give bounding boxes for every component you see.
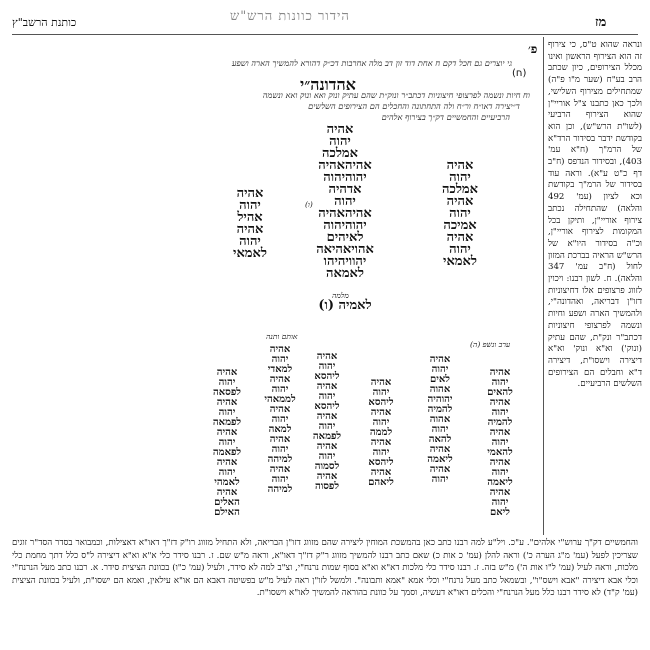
name-word: אהיה bbox=[326, 122, 354, 137]
name-word: אהיה bbox=[489, 487, 511, 498]
name-word: ליאהם bbox=[368, 477, 394, 488]
name-word: אהיה bbox=[489, 457, 511, 468]
name-word: יהוה bbox=[318, 451, 336, 462]
name-word: יהוה bbox=[218, 407, 236, 418]
name-word: אהיה bbox=[370, 407, 392, 418]
name-word: אהיה bbox=[316, 351, 338, 362]
name-word: לפמאה bbox=[312, 431, 342, 442]
label-left-lower: אותם ותנה bbox=[266, 332, 298, 341]
name-word: ליאמה bbox=[427, 454, 453, 465]
name-word: יהוה bbox=[271, 354, 289, 365]
name-word: אהיה bbox=[429, 444, 451, 455]
center-top-column bbox=[300, 124, 380, 160]
name-word: אהיה bbox=[269, 434, 291, 445]
lower-column-3 bbox=[352, 378, 410, 488]
name-word: לפמאה bbox=[212, 417, 242, 428]
name-word: אדהיה bbox=[328, 182, 362, 197]
handwritten-line-1: גי יוצרים גם חכל דקם ח אחת דוד זון דב מלה אחרבות דכ״ק דהורא להמשיך הארה ושפע bbox=[231, 58, 512, 68]
name-word: יהוה bbox=[372, 447, 390, 458]
name-word: אהיה bbox=[429, 354, 451, 365]
page-number: מז bbox=[595, 15, 607, 30]
handwritten-line-3: ד״יצירה דאו״ח ור״ח ולה התחתונה והחכלים הם הצירופים השלשים bbox=[308, 101, 520, 111]
name-word: ליהסא bbox=[368, 457, 394, 468]
name-word: לממה bbox=[369, 427, 393, 438]
name-word: יהוה bbox=[271, 414, 289, 425]
name-word: למיהה bbox=[267, 454, 293, 465]
name-word: למאדי bbox=[267, 364, 293, 375]
lower-column-5 bbox=[256, 345, 304, 495]
name-word: יהוה bbox=[491, 377, 509, 388]
name-word: יהוה bbox=[334, 194, 356, 209]
name-word: אהיה bbox=[269, 404, 291, 415]
name-word: אמלכה bbox=[442, 182, 478, 197]
name-word: אהיה bbox=[446, 194, 474, 209]
column-divider bbox=[543, 37, 544, 535]
name-word: יהוה bbox=[491, 467, 509, 478]
name-word: אהיה bbox=[370, 437, 392, 448]
name-word: אמלכה bbox=[322, 146, 358, 161]
name-word: אהוה bbox=[429, 414, 451, 425]
handwritten-line-2: וח חיות ונשמה לפרצופי חיצוניות דכתב״ר ונוק״ת שהם עתיק ונוק ואא ונוק ואא ונשמה bbox=[262, 90, 530, 100]
name-word: לפסוה bbox=[314, 481, 340, 492]
name-word: אהיה bbox=[489, 427, 511, 438]
name-word: ליהסא bbox=[314, 401, 340, 412]
name-word: יהוה bbox=[218, 437, 236, 448]
name-word: אהיה bbox=[370, 467, 392, 478]
name-word: לממאהי bbox=[264, 394, 296, 405]
name-word: אהיה bbox=[236, 186, 264, 201]
lower-column-2 bbox=[410, 355, 470, 485]
name-word: יהוה bbox=[449, 206, 471, 221]
name-word: יהוה bbox=[431, 474, 449, 485]
name-word: למיהה bbox=[267, 484, 293, 495]
name-word: אהיה bbox=[216, 457, 238, 468]
name-word: אהיה bbox=[446, 230, 474, 245]
name-word: יהוה bbox=[271, 444, 289, 455]
right-top-column bbox=[410, 160, 510, 268]
name-word: אהיה bbox=[316, 471, 338, 482]
name-word: אהיה bbox=[446, 158, 474, 173]
name-word: האילם bbox=[214, 507, 240, 518]
middle-top-column bbox=[290, 160, 400, 280]
name-word: אהיה bbox=[236, 222, 264, 237]
name-word: אהיה bbox=[316, 411, 338, 422]
name-word: יהוה bbox=[218, 467, 236, 478]
name-word: יהוהיהוה bbox=[323, 218, 367, 233]
name-word: לאיהים bbox=[326, 230, 364, 245]
name-word: לאמהי bbox=[214, 477, 240, 488]
name-word: יהוה bbox=[318, 361, 336, 372]
name-word: אהיה bbox=[316, 381, 338, 392]
lower-column-1 bbox=[468, 368, 532, 518]
mid-label-a: (ו) bbox=[305, 200, 313, 209]
middle-bottom-word bbox=[290, 300, 400, 312]
running-header-left: כותנת הרשב"ץ bbox=[12, 16, 77, 29]
mid-label-b: מלמה bbox=[332, 291, 349, 300]
name-word: להמיה bbox=[427, 404, 453, 415]
name-word: ליאמה bbox=[487, 477, 513, 488]
name-word: אהוה bbox=[429, 384, 451, 395]
name-word: יהוה bbox=[318, 391, 336, 402]
name-word: יהוהיה bbox=[427, 394, 453, 405]
handwritten-number: (ח) bbox=[512, 68, 527, 79]
name-word: ליהסא bbox=[314, 371, 340, 382]
name-word: יהוה bbox=[318, 421, 336, 432]
name-word: יהוה bbox=[372, 417, 390, 428]
name-word: אהיהאהיה bbox=[318, 206, 372, 221]
left-top-column bbox=[215, 188, 285, 260]
name-word: יהוה bbox=[329, 134, 351, 149]
name-word: לאים bbox=[430, 374, 450, 385]
name-word: לפסאה bbox=[213, 387, 241, 398]
name-word: אהיה bbox=[370, 377, 392, 388]
name-word: ליאם bbox=[490, 507, 510, 518]
name-word: אהיה bbox=[216, 427, 238, 438]
name-word: יהוה bbox=[239, 198, 261, 213]
name-word: אהיה bbox=[269, 344, 291, 355]
name-word: אהויאהיאה bbox=[316, 242, 374, 257]
name-word: יהוה bbox=[239, 234, 261, 249]
name-word: להאמי bbox=[487, 447, 513, 458]
bottom-commentary: והחמשיים דק"ך ערוש"י אלהים". ע"כ. ויל"ע למה רבנו כתב כאן בהמשכת המוחין ליצירה שהם מזווג דזו"ן הבריאה, ולא התחיל מזווג רו"ק דז"ך דאו"א דאצילות, וכמבואר בסדר הסד"ר זוגים שצריכין לפעל (עמ' מ"ג הערה כ') וראה להלן (עמ' כ אות כ) שאם כתב רבנו להמשיך מזווג ר"ק דז"ך דאו"א, וראה מ"ש שם. ז. רבנו סידר כלי א"א וא"א דיצירה ל"ס כלל דתך מחמת כלי מלכות, וראה לעיל (עמ' ל"ו אות ה') מ"ש בזה. ז. רבנו סידר כלי מלכות דא"א וא"א בסוף שמות נרנח"י, וצ"ב למה לא סידר, ולעיל (עמ' כ"ו) בכוונת הציצית סידר. א. רבנו כתב מעל הנרנח"י וכלי אבא דיצירה "אבא וישס"ו", ובשמאל כתב מעל נרנח"י וכלי אמא "אמא ותבונה". ולמשל לזו"ן ראה לעיל מ"ש בפשיטה דאבא הם או"א עילאין, ואמא הם ישסו"ת, ולעיל בכוונת הציצית (עמ' ק"ד) לא סידר רבנו כלל מעל הנרנח"י והכלים דאו"א דעשיה, וסמך על כוונת בהוראה להמשיך לאו"א וישסו"ת. bbox=[12, 538, 638, 599]
name-word: להמיה bbox=[487, 417, 513, 428]
name-word: אהיה bbox=[316, 441, 338, 452]
name-word: יהוה bbox=[491, 437, 509, 448]
side-commentary-column: ונראה שהוא ט"ס, כי צירוף זה הוא הצירוף הראשון ואינו מכלל הצירופים, כיון שכתב הרב בע"ח (שער מ"ו פ"ה) שמתחילים מצירוף השלישי, ולכך כאן כתבנו צ"ל אוריי"ן שהוא הצירוף הרביעי (לשו"ת הרש"ש), וכן הוא בקודשת ידבר בסידור הרד"א של הרמ"ך (ח"א עמ' 403), ובסידור הנדפס (ח"ב דף כ"ט ע"א). וראה עוד בסידור של הרמ"ך בקודשת וכא לציון (עמ' 492 והלאה) שהתחילה נכתב צירוף אוריי"ן, ותיקן בכל המקומות לצירוף אוריי"ן, וכ"ה בסידור היו"א של הרש"ש הראיה בברכת המזון לחול (ח"ב עמ' 347 והלאה). ח. לשון רבנו: ויכוין לזווג פרצופים אלו דחיצוניות דזו"ן דבריאה, ואהדונה"י, ולהמשיך הארה ושפע וחיות ונשמה לפרצופי חיצוניות דכתב"ר ונק"ת, שהם עתיק (ונוק') וא"א ונוק' וא"א דיצירה וישסו"ת, דיצירה ד"א וחבלים הם הצירופים השלשים הרביעיים. bbox=[548, 40, 642, 390]
running-header-center: הידור כוונות הרש"ש bbox=[230, 9, 350, 24]
name-word: לסמוה bbox=[314, 461, 340, 472]
handwritten-line-4: הרביעיים והחמשיים דק״ך בצירוף אלהים bbox=[381, 112, 510, 122]
name-word: יהוה bbox=[431, 424, 449, 435]
name-word: אהיה bbox=[216, 487, 238, 498]
name-word: לאמאה bbox=[326, 266, 364, 281]
name-word: יהוה bbox=[271, 384, 289, 395]
name-word: יהוה bbox=[271, 474, 289, 485]
name-word: אהיה bbox=[216, 397, 238, 408]
name-word: יהוה bbox=[431, 364, 449, 375]
section-title: אהדונה״י bbox=[300, 75, 356, 94]
name-word: אהיה bbox=[429, 464, 451, 475]
lower-column-4 bbox=[300, 352, 354, 492]
name-word: אמיכה bbox=[443, 218, 477, 233]
name-word: לפאמה bbox=[212, 447, 242, 458]
name-word: אהיה bbox=[216, 367, 238, 378]
footnote-mark: פ׳ bbox=[528, 42, 538, 56]
name-word: יהוה bbox=[372, 387, 390, 398]
name-word: לאמיה (ו) bbox=[318, 298, 372, 313]
name-word: לאמאי bbox=[443, 254, 477, 269]
name-word: אהיה bbox=[489, 367, 511, 378]
name-word: להאה bbox=[428, 434, 452, 445]
name-word: יהוויהיהו bbox=[323, 254, 367, 269]
name-word: יהוה bbox=[449, 242, 471, 257]
name-word: להאים bbox=[487, 387, 513, 398]
name-word: יהוהיהוה bbox=[323, 170, 367, 185]
name-word: ליהסא bbox=[368, 397, 394, 408]
name-word: יהוה bbox=[491, 407, 509, 418]
lower-column-6 bbox=[198, 368, 256, 518]
name-word: יהוה bbox=[218, 377, 236, 388]
name-word: אהיה bbox=[269, 374, 291, 385]
name-word: לאמאי bbox=[233, 246, 267, 261]
name-word: האלים bbox=[214, 497, 240, 508]
label-right-lower: ערב ונשפ (ה) bbox=[470, 340, 511, 349]
name-word: יהוה bbox=[449, 170, 471, 185]
name-word: אהיל bbox=[237, 210, 263, 225]
name-word: למאה bbox=[268, 424, 292, 435]
header-rule bbox=[12, 34, 638, 35]
name-word: אהיה bbox=[489, 397, 511, 408]
name-word: אהיהאהיה bbox=[318, 158, 372, 173]
name-word: יהוה bbox=[491, 497, 509, 508]
name-word: אהיה bbox=[269, 464, 291, 475]
